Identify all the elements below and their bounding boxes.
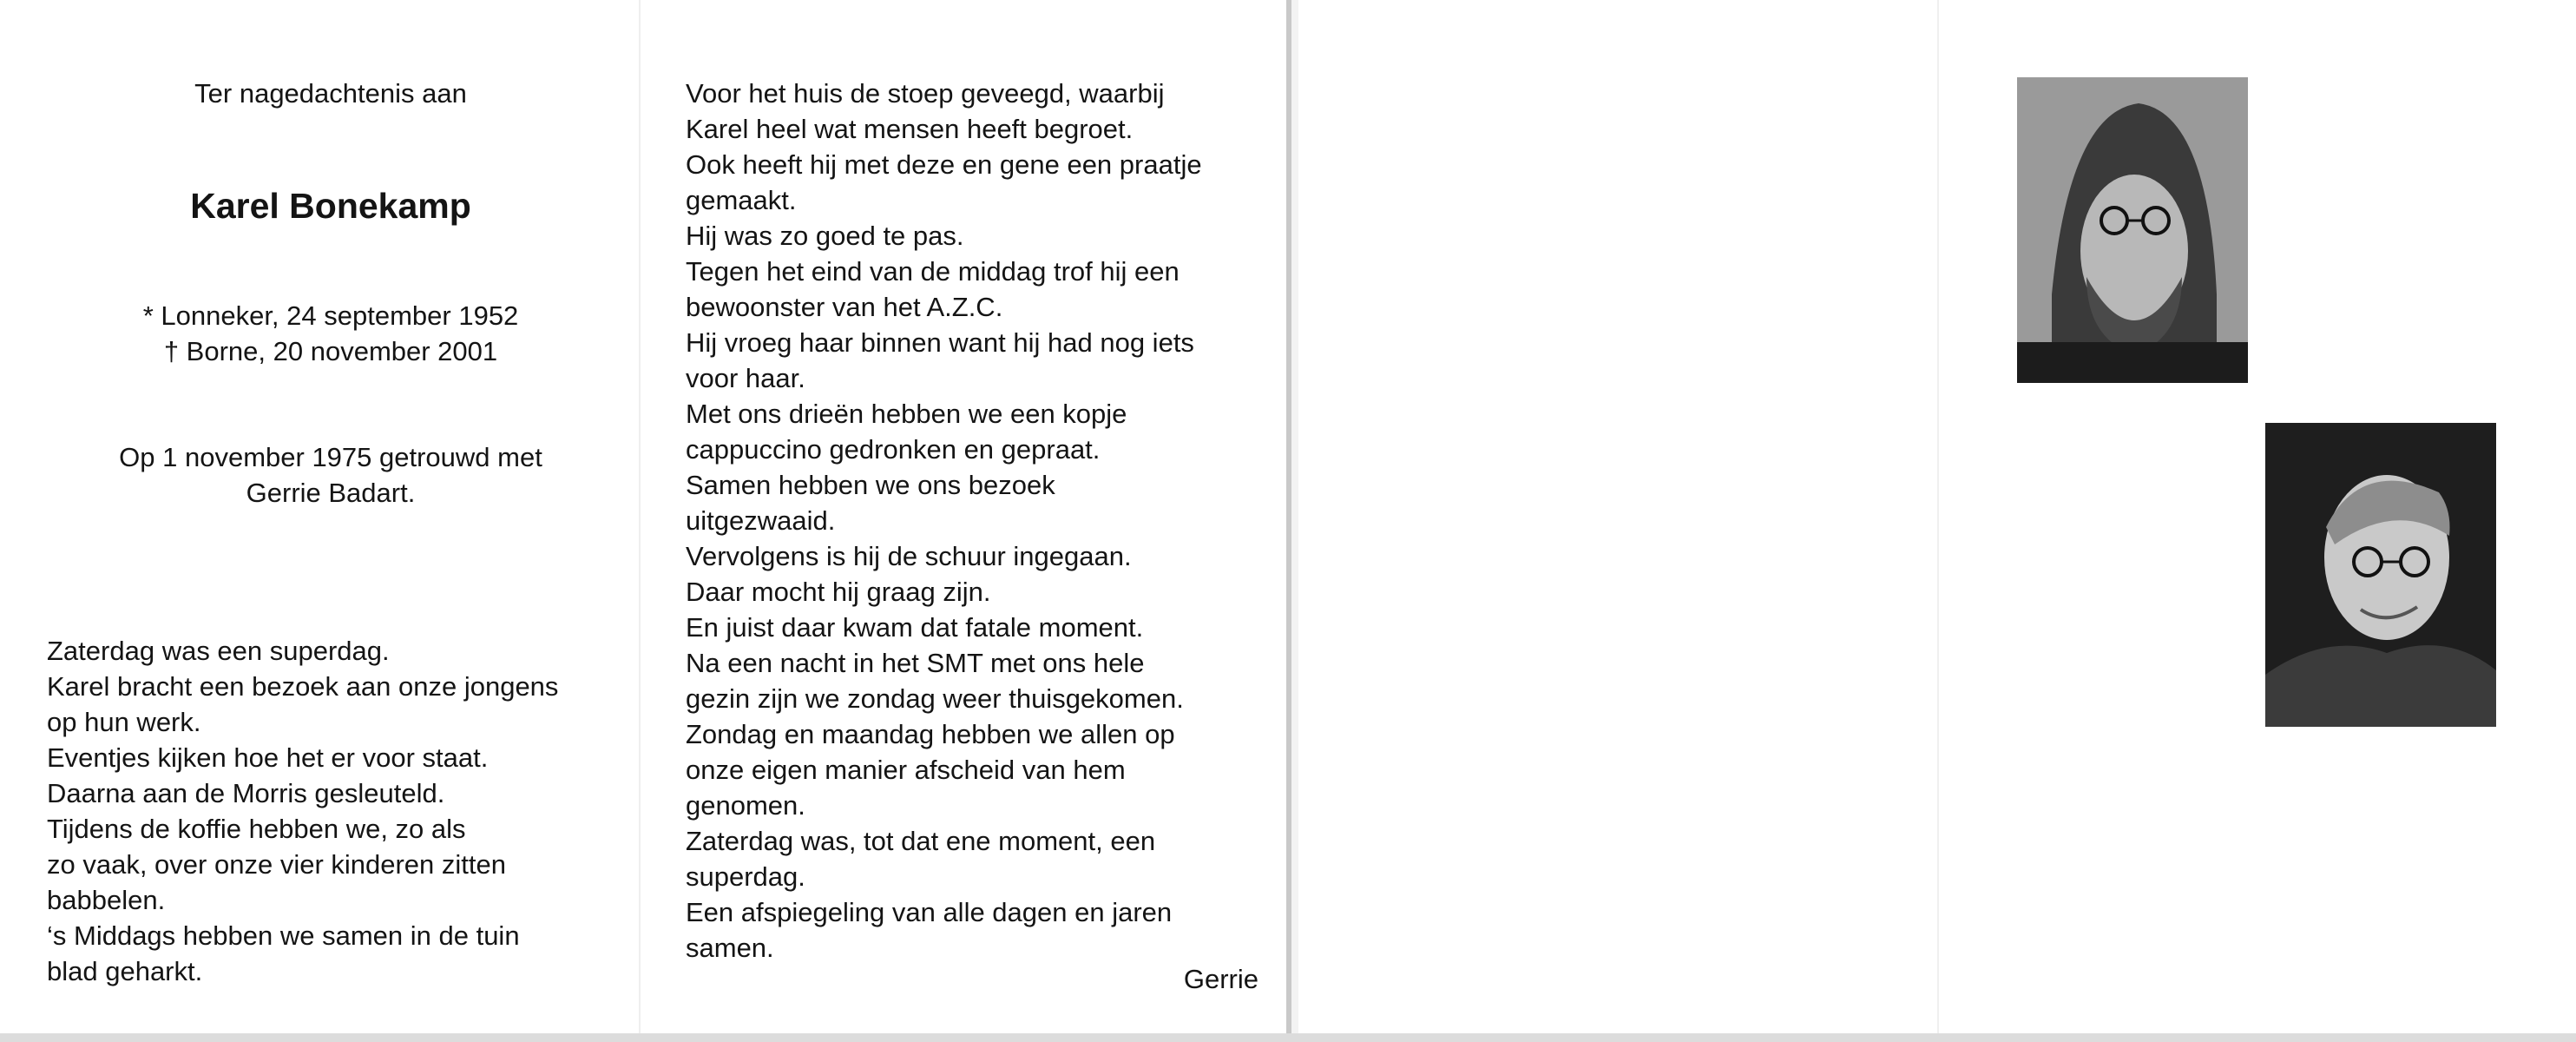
poem-line: Met ons drieën hebben we een kopje <box>686 399 1127 429</box>
poem-line: Karel bracht een bezoek aan onze jongens <box>47 671 559 702</box>
marriage-info <box>47 439 614 511</box>
death-line: † Borne, 20 november 2001 <box>163 336 498 366</box>
poem-line: op hun werk. <box>47 707 201 737</box>
poem-line: onze eigen manier afscheid van hem <box>686 755 1126 785</box>
poem-line: Vervolgens is hij de schuur ingegaan. <box>686 541 1132 571</box>
poem-line: Samen hebben we ons bezoek <box>686 470 1055 500</box>
poem-line: En juist daar kwam dat fatale moment. <box>686 612 1144 643</box>
portrait-photo-2 <box>2265 423 2496 727</box>
poem-line: voor haar. <box>686 363 805 393</box>
poem-line: superdag. <box>686 861 805 892</box>
poem-line: blad geharkt. <box>47 956 203 986</box>
poem-right-block <box>686 76 1258 966</box>
poem-left-block <box>47 633 614 989</box>
poem-line: gemaakt. <box>686 185 797 215</box>
poem-line: samen. <box>686 933 774 963</box>
poem-line: Daar mocht hij graag zijn. <box>686 577 991 607</box>
signature: Gerrie <box>1183 964 1258 994</box>
marriage-line-2: Gerrie Badart. <box>246 478 416 508</box>
life-dates <box>47 298 614 369</box>
poem-line: gezin zijn we zondag weer thuisgekomen. <box>686 683 1184 714</box>
poem-line: Na een nacht in het SMT met ons hele <box>686 648 1145 678</box>
poem-line: Zaterdag was een superdag. <box>47 636 390 666</box>
poem-line: Eventjes kijken hoe het er voor staat. <box>47 742 489 773</box>
poem-line: Zondag en maandag hebben we allen op <box>686 719 1175 749</box>
poem-line: bewoonster van het A.Z.C. <box>686 292 1003 322</box>
poem-line: babbelen. <box>47 885 166 915</box>
poem-line: zo vaak, over onze vier kinderen zitten <box>47 849 506 880</box>
fold-line <box>639 0 641 1035</box>
poem-line: Daarna aan de Morris gesleuteld. <box>47 778 445 808</box>
memorial-card-left-page <box>0 0 1291 1035</box>
poem-line: cappuccino gedronken en gepraat. <box>686 434 1101 465</box>
poem-line: ‘s Middags hebben we samen in de tuin <box>47 920 520 951</box>
marriage-line-1: Op 1 november 1975 getrouwd met <box>119 442 542 472</box>
poem-line: Zaterdag was, tot dat ene moment, een <box>686 826 1156 856</box>
deceased-name: Karel Bonekamp <box>190 186 471 226</box>
poem-line: Ook heeft hij met deze en gene een praatje <box>686 149 1202 180</box>
poem-line: Hij vroeg haar binnen want hij had nog iets <box>686 327 1194 358</box>
portrait-photo-1 <box>2017 77 2248 383</box>
poem-line: genomen. <box>686 790 805 821</box>
poem-line: uitgezwaaid. <box>686 505 836 536</box>
poem-line: Een afspiegeling van alle dagen en jaren <box>686 897 1173 927</box>
fold-line-right <box>1937 0 1939 1035</box>
poem-line: Karel heel wat mensen heeft begroet. <box>686 114 1134 144</box>
poem-line: Tijdens de koffie hebben we, zo als <box>47 814 466 844</box>
poem-line: Hij was zo goed te pas. <box>686 221 964 251</box>
intro-text: Ter nagedachtenis aan <box>194 78 467 109</box>
birth-line: * Lonneker, 24 september 1952 <box>142 300 519 331</box>
poem-line: Tegen het eind van de middag trof hij een <box>686 256 1180 287</box>
card-bottom-edge <box>0 1033 2576 1042</box>
poem-line: Voor het huis de stoep geveegd, waarbij <box>686 78 1165 109</box>
